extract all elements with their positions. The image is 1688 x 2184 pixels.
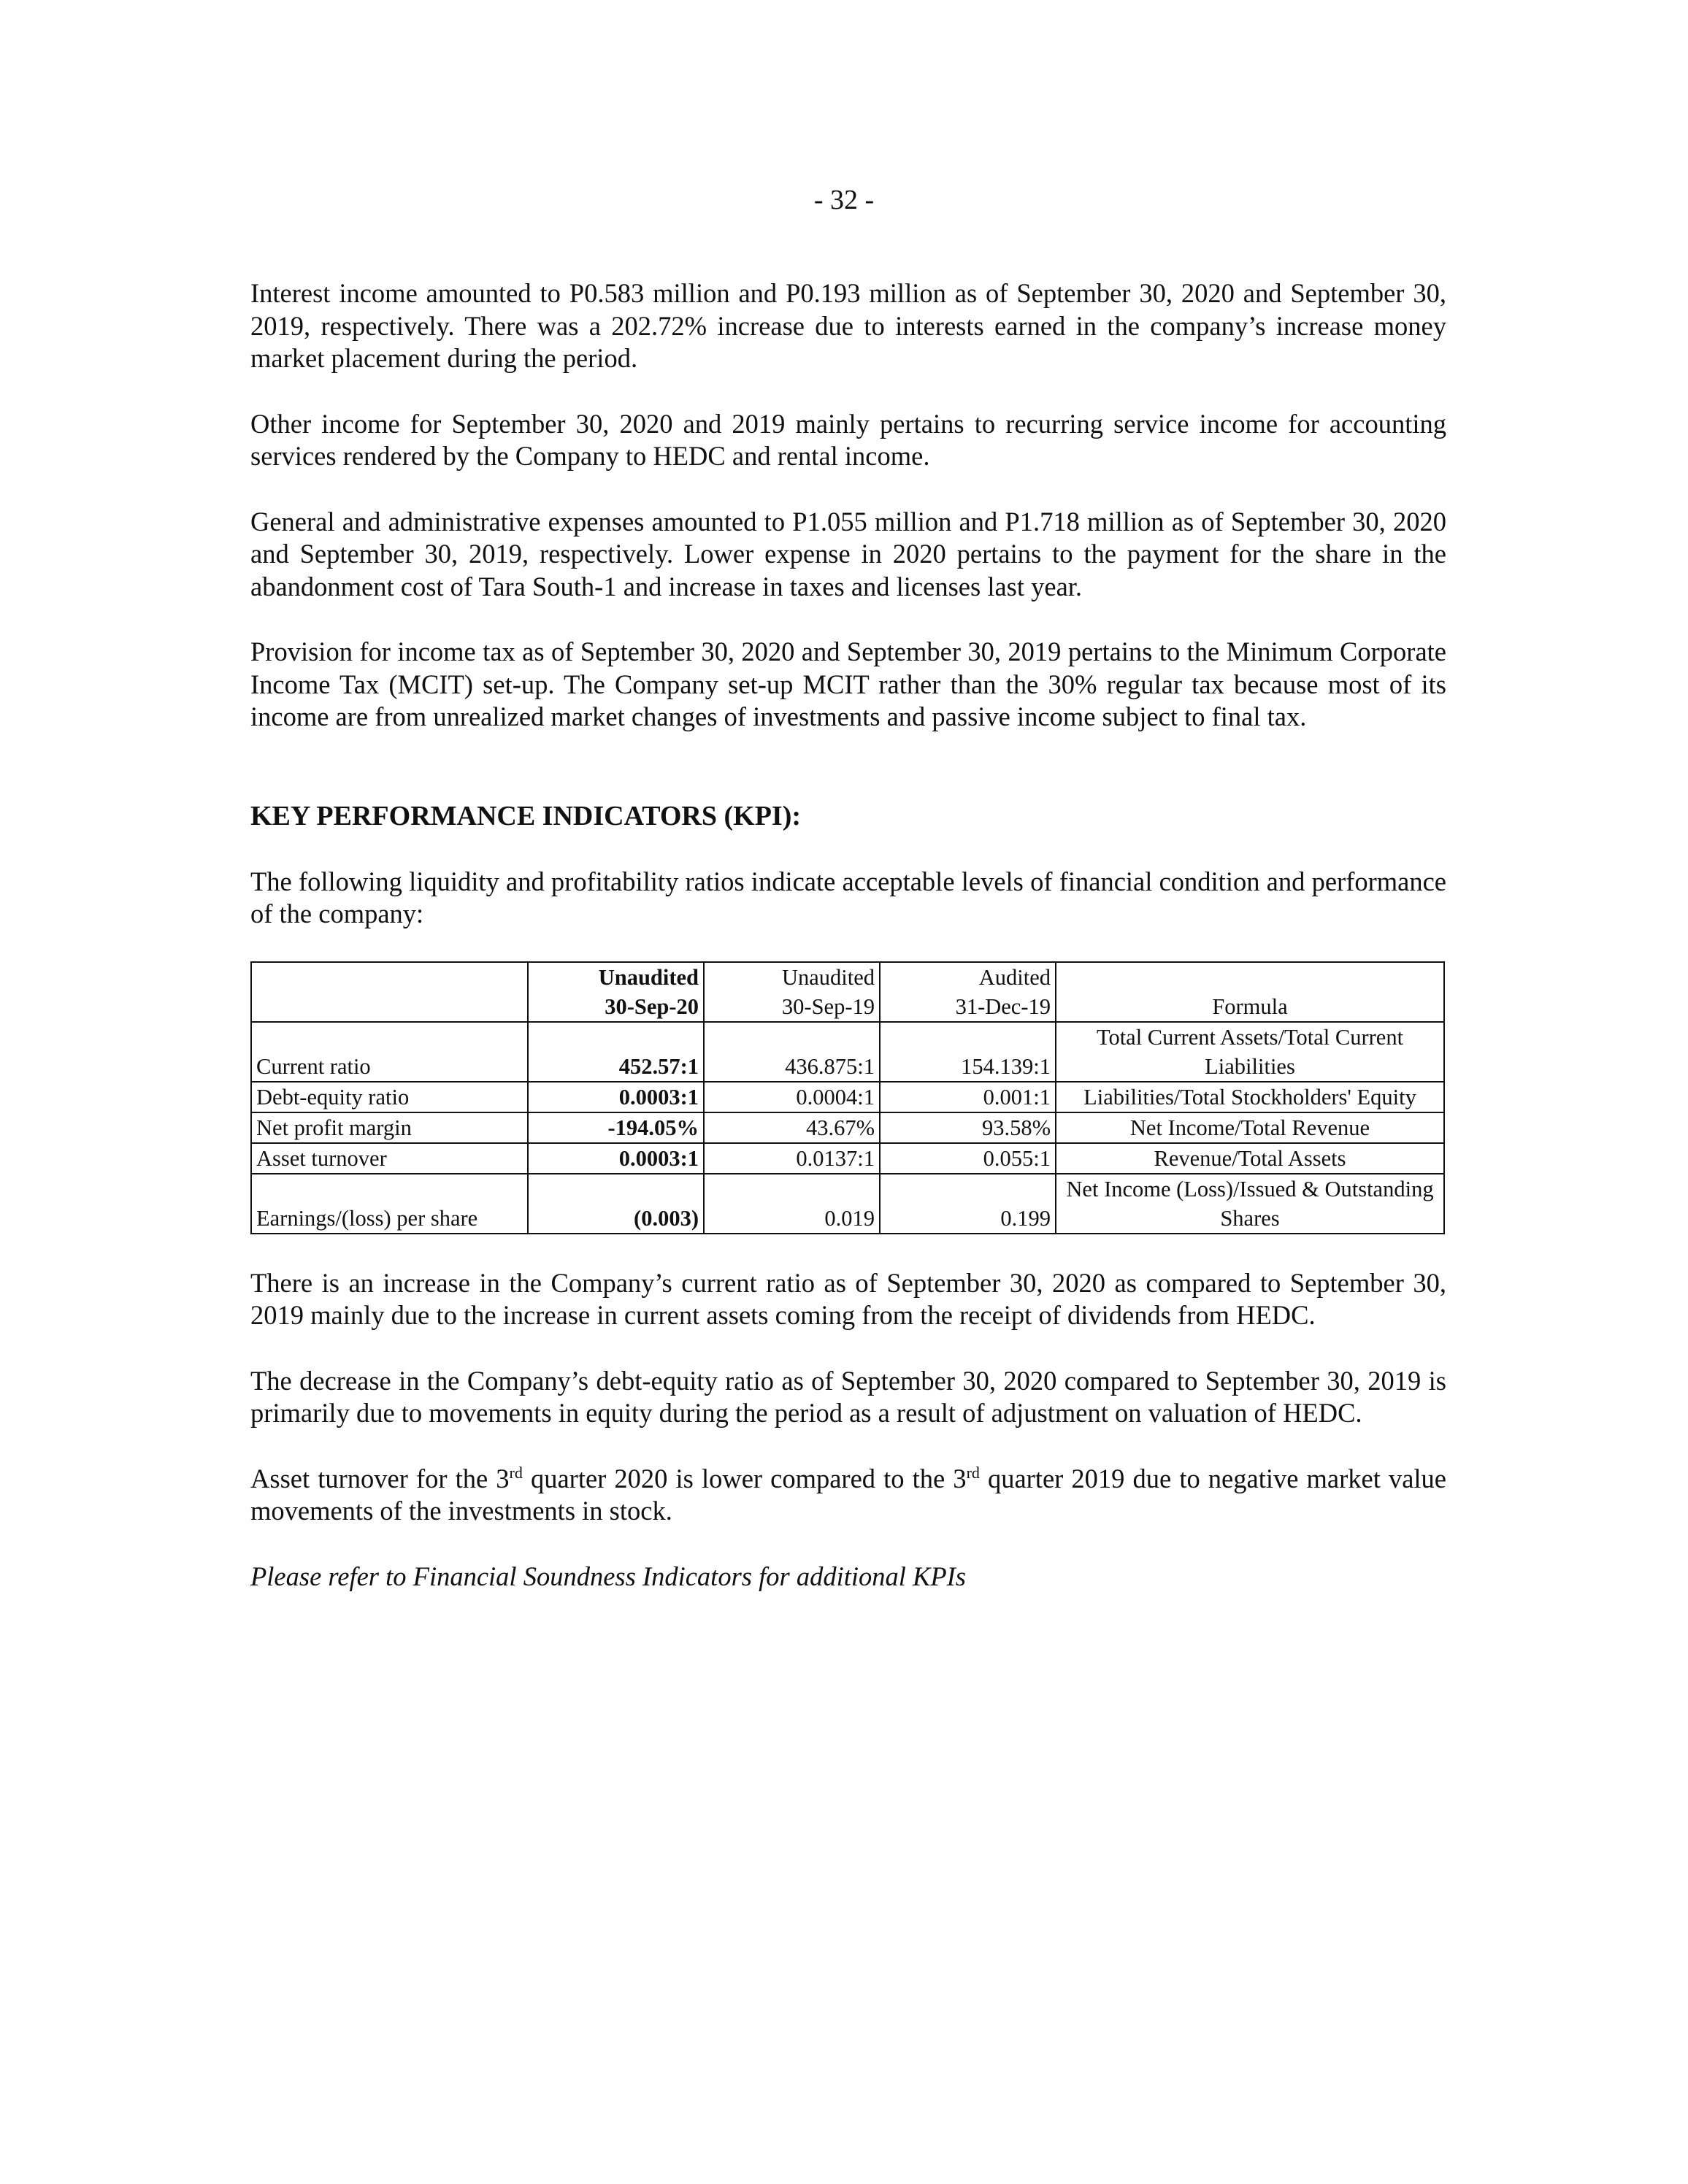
page-number: - 32 - <box>813 185 875 215</box>
cell-value: 0.0003:1 <box>528 1082 704 1112</box>
cell-value: 0.001:1 <box>880 1082 1056 1112</box>
cell-formula: Net Income/Total Revenue <box>1056 1112 1444 1143</box>
cell-value: (0.003) <box>528 1174 704 1234</box>
cell-value: 0.199 <box>880 1174 1056 1234</box>
admin-expenses-paragraph: General and administrative expenses amounted to P1.055 million and P1.718 million as of September 30, 2020 and September 30, 2019, respectively. Lower expense in 2020 pertains to the payment for the share in the abandonment cost of Tara South-1 and increase in taxes and licenses last year. <box>250 506 1446 601</box>
cell-value: 0.0004:1 <box>704 1082 880 1112</box>
cell-value: -194.05% <box>528 1112 704 1143</box>
cell-value: 0.019 <box>704 1174 880 1234</box>
ordinal-suffix: rd <box>509 1463 523 1482</box>
table-row <box>251 1112 1444 1143</box>
header-col-30-sep-20-status: Unaudited <box>598 964 699 990</box>
kpi-intro-paragraph: The following liquidity and profitability ratios indicate acceptable levels of financial condition and performance of the company: <box>250 866 1446 928</box>
cell-formula: Liabilities/Total Stockholders' Equity <box>1056 1082 1444 1112</box>
income-tax-paragraph: Provision for income tax as of September 30, 2020 and September 30, 2019 pertains to the Minimum Corporate Income Tax (MCIT) set-up. The Company set-up MCIT rather than the 30% regular tax because most of its income are from unrealized market changes of investments and passive income subject to final tax. <box>250 637 1446 731</box>
cell-value: 43.67% <box>704 1112 880 1143</box>
current-ratio-paragraph: There is an increase in the Company’s current ratio as of September 30, 2020 as compared to September 30, 2019 mainly due to the increase in current assets coming from the receipt of dividends from HEDC. <box>250 1267 1446 1330</box>
formula-line: Net Income (Loss)/Issued & Outstanding <box>1066 1176 1434 1201</box>
header-col-31-dec-19-date: 31-Dec-19 <box>955 993 1051 1019</box>
formula-line: Total Current Assets/Total Current <box>1096 1024 1404 1050</box>
asset-turnover-text: quarter 2020 is lower compared to the 3 <box>522 1463 967 1493</box>
ordinal-suffix: rd <box>966 1463 980 1482</box>
other-income-paragraph: Other income for September 30, 2020 and 2019 mainly pertains to recurring service income for accounting services rendered by the Company to HEDC and rental income. <box>250 408 1446 471</box>
cell-formula: Revenue/Total Assets <box>1056 1143 1444 1174</box>
row-label-debt-equity-ratio: Debt-equity ratio <box>251 1082 528 1112</box>
additional-kpis-note-text: Please refer to Financial Soundness Indicators for additional KPIs <box>250 1561 967 1591</box>
formula-line: Liabilities <box>1205 1053 1295 1079</box>
header-formula: Formula <box>1056 962 1444 1022</box>
header-col-31-dec-19-status: Audited <box>978 964 1051 990</box>
row-label-current-ratio: Current ratio <box>251 1022 528 1082</box>
cell-value: 154.139:1 <box>880 1022 1056 1082</box>
header-col-30-sep-19-date: 30-Sep-19 <box>781 993 875 1019</box>
page-content <box>250 277 1446 1593</box>
table-row <box>251 1082 1444 1112</box>
cell-value: 0.055:1 <box>880 1143 1056 1174</box>
asset-turnover-text: quarter 2019 due to negative market value movements of the investments in stock. <box>250 1463 1446 1526</box>
row-label-asset-turnover: Asset turnover <box>251 1143 528 1174</box>
table-row <box>251 1174 1444 1234</box>
header-col-30-sep-20 <box>528 962 704 1022</box>
cell-value: 0.0137:1 <box>704 1143 880 1174</box>
interest-income-paragraph: Interest income amounted to P0.583 million and P0.193 million as of September 30, 2020 and September 30, 2019, respectively. There was a 202.72% increase due to interests earned in the company’s increase money market placement during the period. <box>250 278 1446 373</box>
kpi-table <box>250 961 1445 1234</box>
header-col-30-sep-19-status: Unaudited <box>781 964 875 990</box>
cell-value: 452.57:1 <box>528 1022 704 1082</box>
header-col-30-sep-19 <box>704 962 880 1022</box>
cell-formula <box>1056 1022 1444 1082</box>
header-col-30-sep-20-date: 30-Sep-20 <box>605 993 699 1019</box>
header-empty-cell <box>251 962 528 1022</box>
additional-kpis-note <box>250 1561 1446 1593</box>
debt-equity-paragraph: The decrease in the Company’s debt-equity ratio as of September 30, 2020 compared to September 30, 2019 is primarily due to movements in equity during the period as a result of adjustment on valuation of HEDC. <box>250 1365 1446 1428</box>
kpi-heading: KEY PERFORMANCE INDICATORS (KPI): <box>250 800 802 831</box>
cell-formula <box>1056 1174 1444 1234</box>
cell-value: 0.0003:1 <box>528 1143 704 1174</box>
formula-line: Shares <box>1220 1205 1280 1231</box>
asset-turnover-paragraph <box>250 1463 1446 1528</box>
asset-turnover-text: Asset turnover for the 3 <box>250 1463 510 1493</box>
row-label-net-profit-margin: Net profit margin <box>251 1112 528 1143</box>
cell-value: 436.875:1 <box>704 1022 880 1082</box>
cell-value: 93.58% <box>880 1112 1056 1143</box>
table-row <box>251 1022 1444 1082</box>
table-row <box>251 1143 1444 1174</box>
row-label-earnings-per-share: Earnings/(loss) per share <box>251 1174 528 1234</box>
kpi-table-header-row <box>251 962 1444 1022</box>
header-col-31-dec-19 <box>880 962 1056 1022</box>
